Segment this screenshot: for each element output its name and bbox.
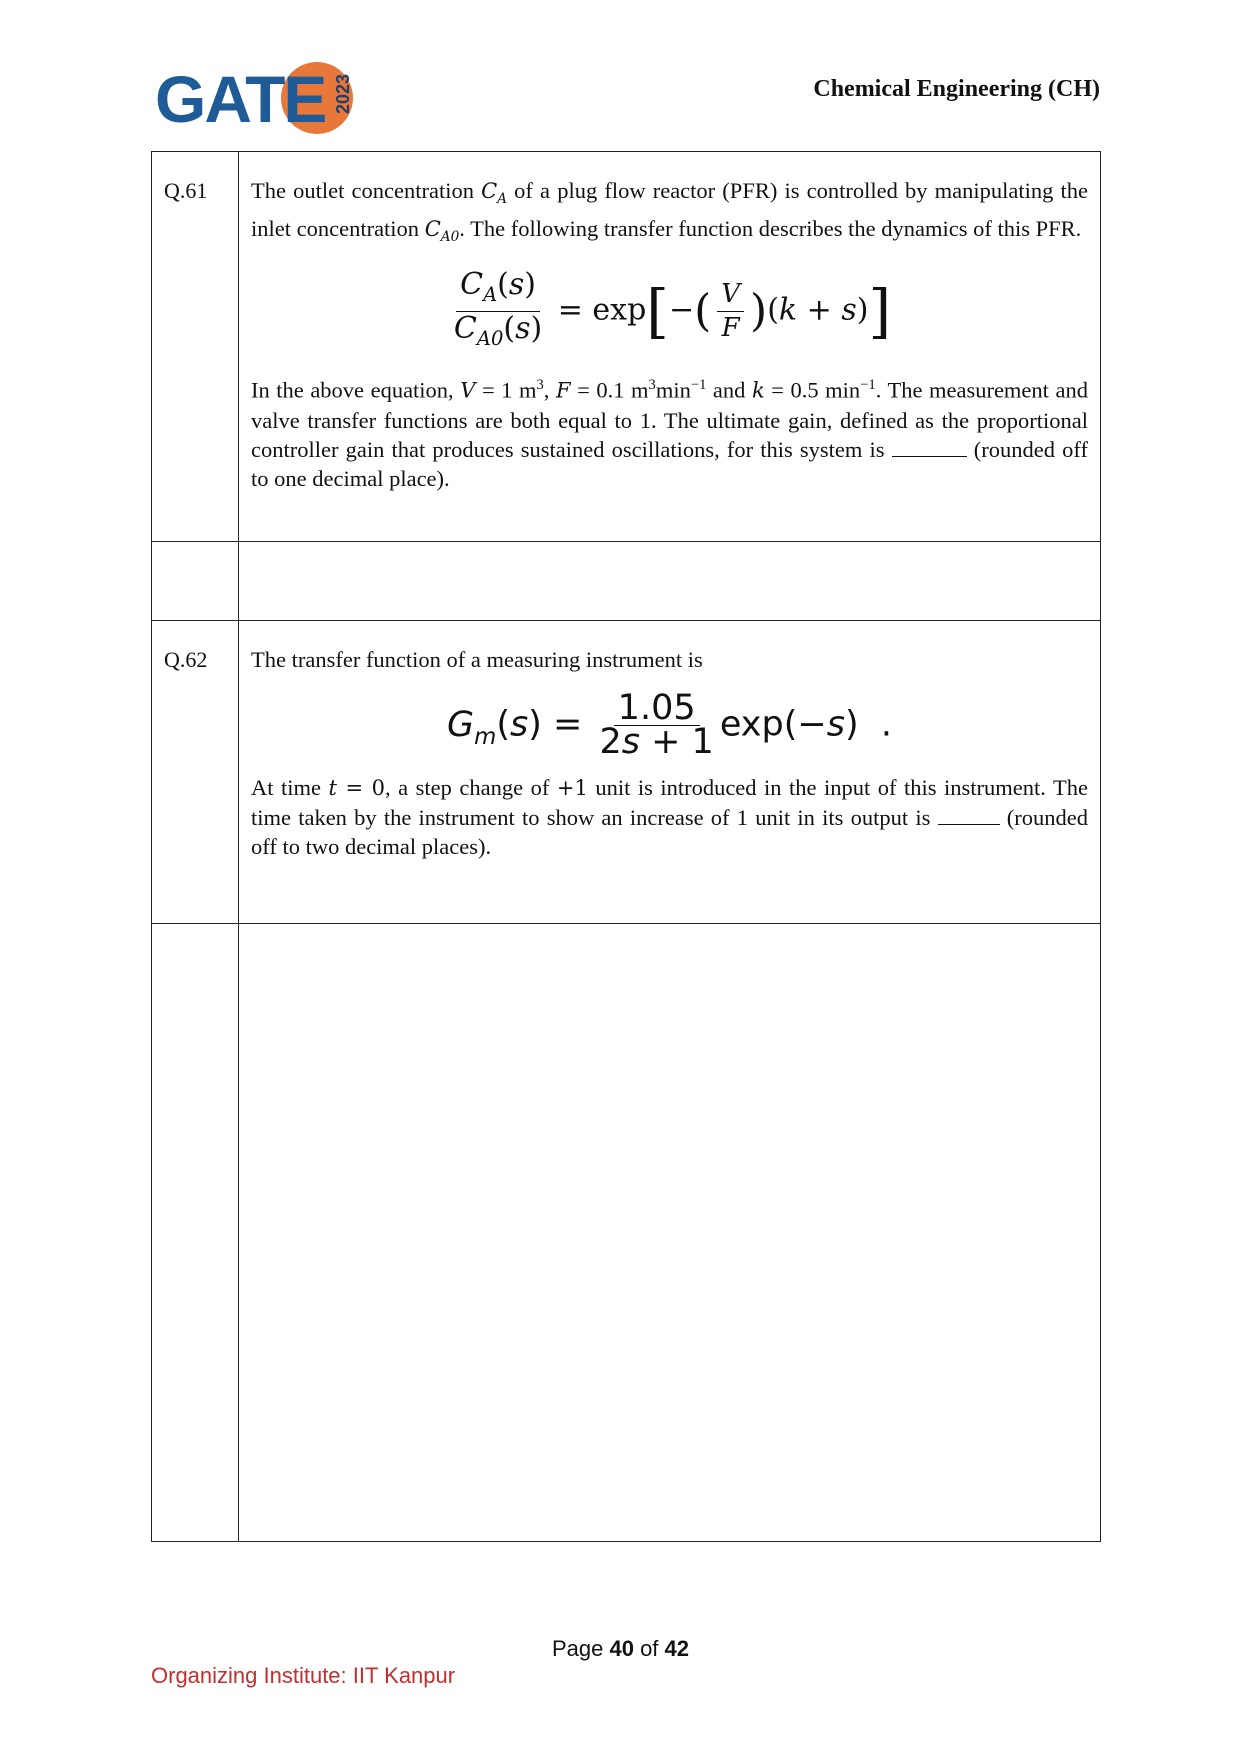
question-paragraph: The outlet concentration $C_A$ of a plug flow reactor (PFR) is controlled by manipulating the inlet concentration $C_{A0}$. The following transfer function describes the dynamics of this PFR. bbox=[251, 178, 1088, 246]
answer-blank bbox=[892, 455, 967, 457]
question-paragraph: In the above equation, V = 1 $m^3$, F = 0.1 $m^3\min^{-1}$ and k = 0.5 $\min^{-1}$. The measurement and valve transfer functions are both equal to 1. The ultimate gain, defined as the proportional controller gain that produces sustained oscillations, for this system is (rounded off to one decimal place). bbox=[251, 377, 1088, 491]
question-body bbox=[239, 621, 1101, 924]
question-row-62 bbox=[152, 621, 1101, 924]
logo-text: GATE bbox=[155, 62, 326, 136]
transfer-function-equation: $\frac{C_A(s)}{C_{A0}(s)}$ = exp[−( $\frac{V}{F}$ )(k + s)] bbox=[453, 267, 892, 351]
logo-year: 2023 bbox=[333, 74, 353, 115]
answer-blank bbox=[938, 823, 1000, 825]
gate-2023-logo bbox=[155, 62, 360, 142]
spacer-row bbox=[152, 542, 1101, 621]
question-table bbox=[151, 151, 1101, 1542]
blank-row bbox=[152, 924, 1101, 1542]
question-number: Q.62 bbox=[152, 621, 239, 924]
organizing-institute: Organizing Institute: IIT Kanpur bbox=[151, 1663, 456, 1688]
instrument-transfer-function: $G_m(s)$ = $\frac{1.05}{2s + 1}$ exp(−s) . bbox=[447, 688, 892, 762]
page-number: Page 40 of 42 bbox=[551, 1636, 690, 1661]
question-body bbox=[239, 152, 1101, 542]
question-paragraph: The transfer function of a measuring instrument is bbox=[251, 647, 703, 672]
subject-title: Chemical Engineering (CH) bbox=[813, 76, 1100, 102]
question-paragraph: At time t = 0, a step change of +1 unit is introduced in the input of this instrument. The time taken by the instrument to show an increase of 1 unit in its output is (rounded off to two decimal places). bbox=[251, 775, 1088, 859]
question-number: Q.61 bbox=[152, 152, 239, 542]
question-row-61 bbox=[152, 152, 1101, 542]
